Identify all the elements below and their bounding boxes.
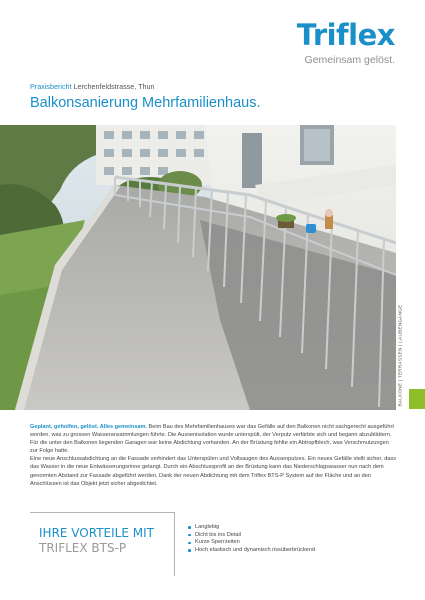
benefits-list (188, 524, 315, 555)
benefit-item: Hoch elastisch und dynamisch rissüberbrückend (188, 547, 315, 555)
eyebrow-location: Lerchenfeldstrasse, Thun (73, 82, 155, 91)
benefits-title-box (30, 512, 175, 576)
benefit-item: Dicht bis ins Detail (188, 532, 315, 540)
benefit-item: Langlebig (188, 524, 315, 532)
paragraph-2: Eine neue Anschlussabdichtung an die Fassade verhindert das Unterspülen und Vollsaugen des Aussenputzes. Ein neues Gefälle stellt sicher, dass das Wasser in die neue Entwässerungsrinne gelangt. Durch ein Abschlussprofil an der Brüstung kann das Niederschlagswasser nun nach dem genormten Abstand zur Fassade abgeführt werden. Dank der neuen Abdichtung mit dem Triflex BTS-P System auf der Fläche und an den Anschlüssen ist das Objekt jetzt sicher abgedichtet. (30, 456, 397, 487)
lead-sentence: Geplant, geholfen, gelöst. Alles gemeinsam. (30, 424, 147, 430)
category-side-tab (396, 300, 404, 410)
page-title: Balkonsanierung Mehrfamilienhaus. (30, 95, 261, 111)
category-label: BALKONE | TERRASSEN | LAUBENGÄNGE (397, 303, 403, 407)
report-eyebrow (30, 82, 155, 91)
benefits-section (30, 512, 396, 576)
benefits-title-line2: TRIFLEX BTS-P (39, 540, 127, 555)
category-marker (409, 389, 425, 409)
logo-tagline: Gemeinsam gelöst. (304, 54, 395, 66)
balcony-photo (0, 125, 396, 410)
logo-wordmark: Triflex (296, 18, 395, 52)
benefits-title (39, 526, 154, 555)
triflex-logo (295, 18, 395, 67)
watering-can (306, 224, 316, 233)
body-text (30, 423, 396, 488)
benefit-item: Kurze Sperrzeiten (188, 539, 315, 547)
paragraph-1 (30, 423, 396, 455)
eyebrow-label: Praxisbericht (30, 82, 72, 91)
benefits-title-line1: IHRE VORTEILE MIT (39, 526, 154, 540)
paragraph-1-text: Beim Bau des Mehrfamilienhauses war das Gefälle auf den Balkonen nicht sachgerecht ausgeführt worden, was zu grossen Wasseransammlungen führte. Die Aussenisolation wurde unterspült, der Verputz verfärbte sich und begann abzublättern. Für die unter den Balkonen liegenden Garagen war keine Abdichtung vorhanden. An der Brüstung fehlte ein Abtropfblech, was Verschmutzungen zur Folge hatte. (30, 424, 394, 455)
